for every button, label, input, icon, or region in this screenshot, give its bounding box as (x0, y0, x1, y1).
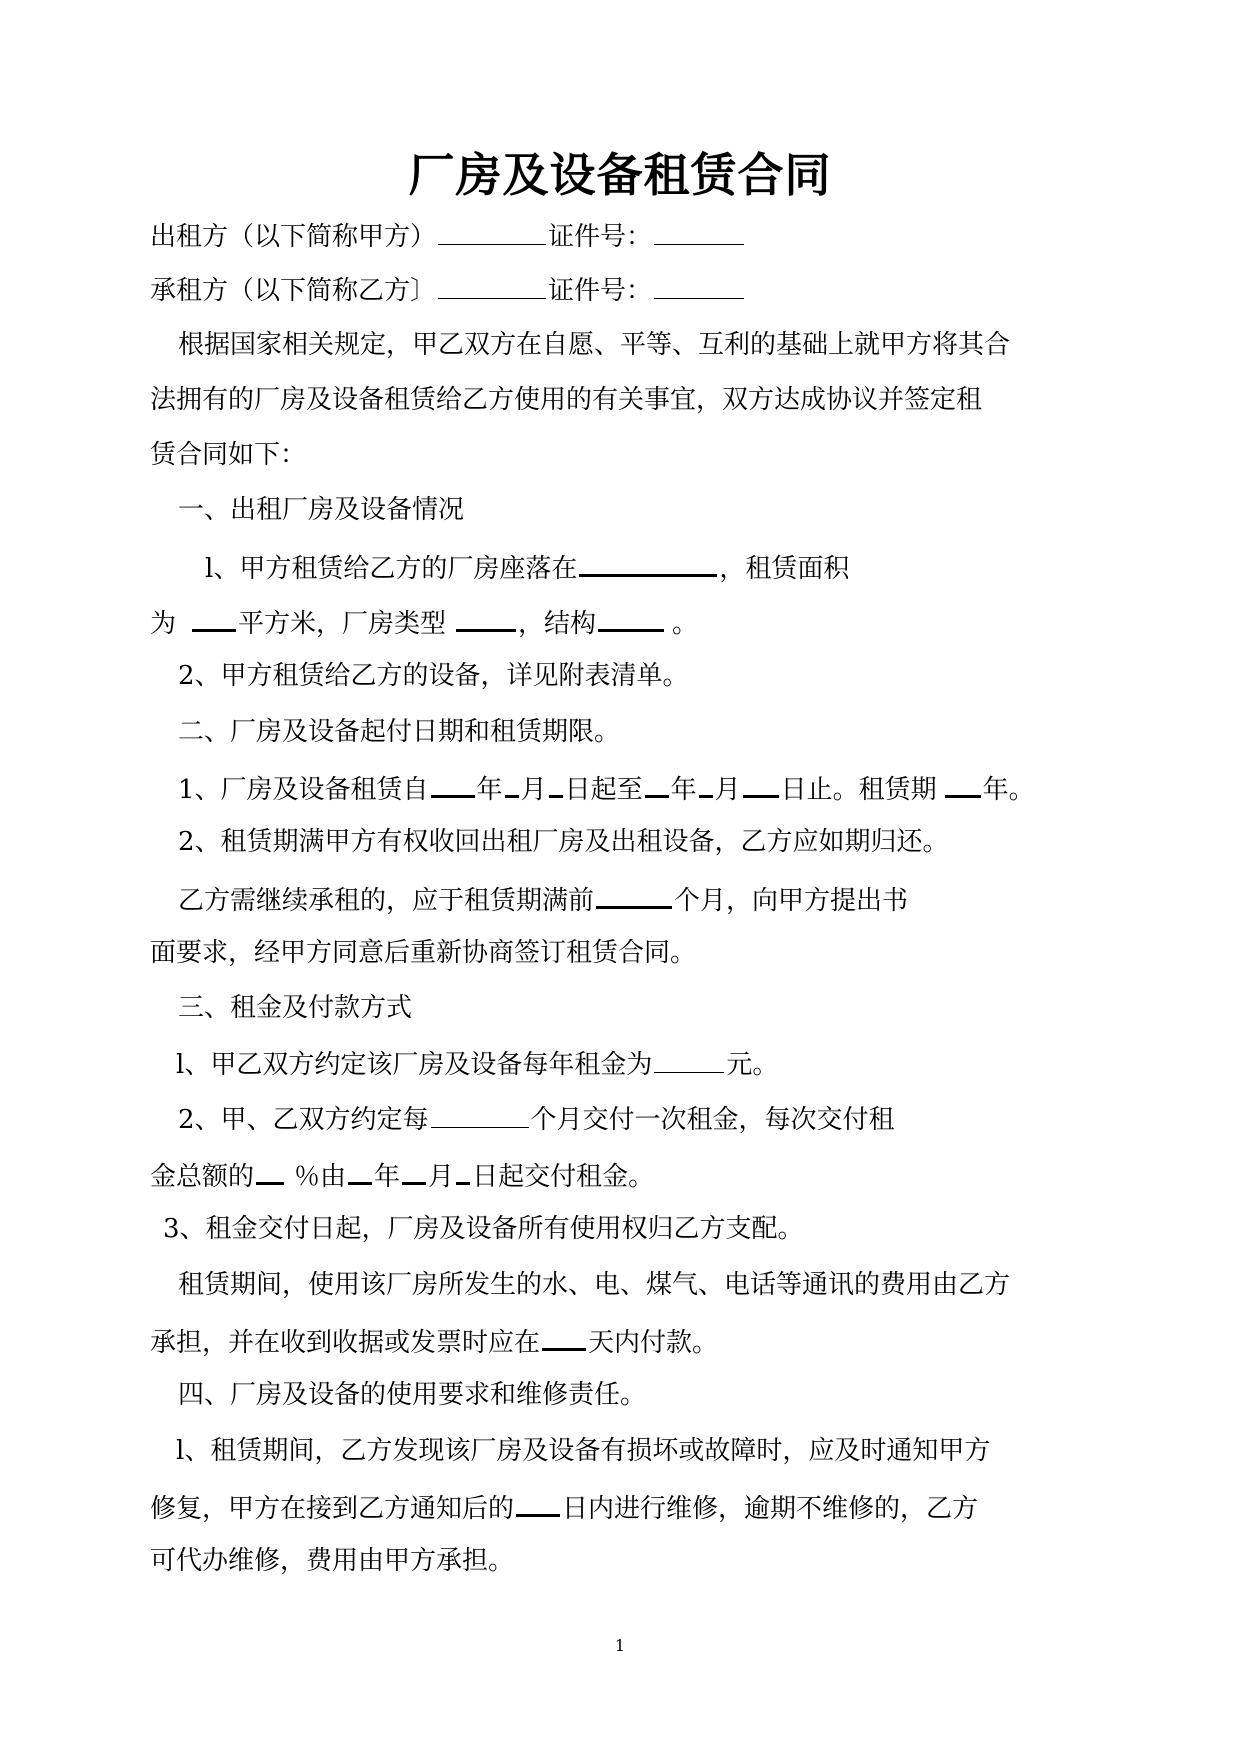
clause-text: 月 (428, 1162, 455, 1192)
lessor-label: 出租方（以下简称甲方） (150, 222, 437, 252)
clause-3-3: 3、租金交付日起，厂房及设备所有使用权归乙方支配。 (163, 1214, 804, 1244)
end-day-blank (743, 767, 779, 798)
clause-text: 年。 (982, 775, 1035, 805)
clause-text: 日内进行维修，逾期不维修的，乙方 (562, 1494, 979, 1524)
preamble-line-2: 法拥有的厂房及设备租赁给乙方使用的有关事宜，双方达成协议并签定租 (150, 385, 983, 415)
clause-1-1-line-2 (150, 601, 698, 644)
clause-text: 个月，向甲方提出书 (674, 886, 909, 916)
clause-text: 金总额的 (150, 1162, 255, 1192)
clause-2-2: 2、租赁期满甲方有权收回出租厂房及出租设备，乙方应如期归还。 (178, 827, 949, 857)
section-2-heading: 二、厂房及设备起付日期和租赁期限。 (178, 717, 621, 747)
clause-text: 日起至 (564, 775, 643, 805)
percent-blank (256, 1154, 284, 1185)
section-1-heading: 一、出租厂房及设备情况 (178, 495, 465, 525)
clause-text: 。 (672, 609, 699, 639)
factory-location-blank (579, 546, 717, 577)
clause-3-2-line-2 (150, 1154, 654, 1197)
pay-start-day-blank (456, 1154, 470, 1185)
clause-4-1-line-1: l、租赁期间，乙方发现该厂房及设备有损坏或故障时，应及时通知甲方 (176, 1436, 991, 1466)
notice-months-blank (596, 878, 672, 909)
clause-text: 年 (374, 1162, 401, 1192)
clause-text: 2、甲、乙双方约定每 (178, 1105, 429, 1135)
payment-interval-blank (431, 1099, 529, 1128)
lessee-name-blank (438, 270, 546, 299)
clause-4-1-line-2 (150, 1486, 978, 1529)
lessor-id-label: 证件号： (548, 222, 653, 252)
clause-text: ，结构 (518, 609, 597, 639)
clause-text: 修复，甲方在接到乙方通知后的 (150, 1494, 515, 1524)
clause-text: l、甲方租赁给乙方的厂房座落在 (205, 554, 578, 584)
pay-start-year-blank (348, 1154, 372, 1185)
payment-days-blank (542, 1320, 586, 1351)
clause-3-2-line-1 (178, 1099, 895, 1140)
lessor-name-blank (438, 216, 546, 245)
page-number: 1 (614, 1636, 626, 1655)
pay-start-month-blank (402, 1154, 426, 1185)
renewal-line-1 (178, 878, 908, 921)
clause-1-1-line-1 (205, 546, 849, 589)
clause-text: 月 (714, 775, 741, 805)
factory-type-blank (456, 601, 516, 632)
section-3-heading: 三、租金及付款方式 (178, 993, 413, 1023)
renewal-line-2: 面要求，经甲方同意后重新协商签订租赁合同。 (150, 938, 697, 968)
clause-text: ，租赁面积 (719, 554, 850, 584)
clause-text: 日起交付租金。 (472, 1162, 655, 1192)
section-4-heading: 四、厂房及设备的使用要求和维修责任。 (178, 1380, 647, 1410)
lessor-id-blank (654, 216, 744, 245)
lessee-label: 承租方（以下简称乙方〕 (150, 276, 437, 306)
preamble-line-1: 根据国家相关规定，甲乙双方在自愿、平等、互利的基础上就甲方将其合 (178, 330, 1011, 360)
utilities-line-2 (150, 1320, 718, 1363)
clause-text: 月 (520, 775, 547, 805)
clause-text: 1、厂房及设备租赁自 (178, 775, 429, 805)
lease-term-blank (945, 767, 981, 798)
clause-1-2: 2、甲方租赁给乙方的设备，详见附表清单。 (178, 661, 689, 691)
clause-text: ％由 (294, 1162, 347, 1192)
repair-days-blank (516, 1486, 560, 1517)
clause-2-1 (178, 767, 1035, 810)
clause-text: 乙方需继续承租的，应于租赁期满前 (178, 886, 595, 916)
start-year-blank (431, 767, 475, 798)
end-month-blank (699, 767, 713, 798)
end-year-blank (645, 767, 669, 798)
clause-text: 承担，并在收到收据或发票时应在 (150, 1328, 541, 1358)
clause-text: 平方米，厂房类型 (238, 609, 447, 639)
structure-blank (598, 601, 664, 632)
lessee-id-label: 证件号： (548, 276, 653, 306)
clause-text: 为 (150, 609, 177, 639)
start-month-blank (505, 767, 519, 798)
clause-3-1 (176, 1044, 778, 1085)
clause-text: 年 (670, 775, 697, 805)
document-title: 厂房及设备租赁合同 (408, 148, 832, 202)
clause-text: 元。 (726, 1050, 779, 1080)
start-day-blank (549, 767, 563, 798)
lessee-line (150, 270, 746, 311)
lessee-id-blank (654, 270, 744, 299)
clause-text: 年 (476, 775, 503, 805)
clause-text: 日止。租赁期 (780, 775, 937, 805)
annual-rent-blank (654, 1044, 724, 1073)
preamble-line-3: 赁合同如下： (150, 440, 307, 470)
clause-text: l、甲乙双方约定该厂房及设备每年租金为 (176, 1050, 653, 1080)
utilities-line-1: 租赁期间，使用该厂房所发生的水、电、煤气、电话等通讯的费用由乙方 (178, 1270, 1011, 1300)
area-blank (192, 601, 236, 632)
clause-text: 天内付款。 (588, 1328, 719, 1358)
clause-text: 个月交付一次租金，每次交付租 (530, 1105, 895, 1135)
lessor-line (150, 216, 746, 257)
clause-4-1-line-3: 可代办维修，费用由甲方承担。 (150, 1546, 515, 1576)
